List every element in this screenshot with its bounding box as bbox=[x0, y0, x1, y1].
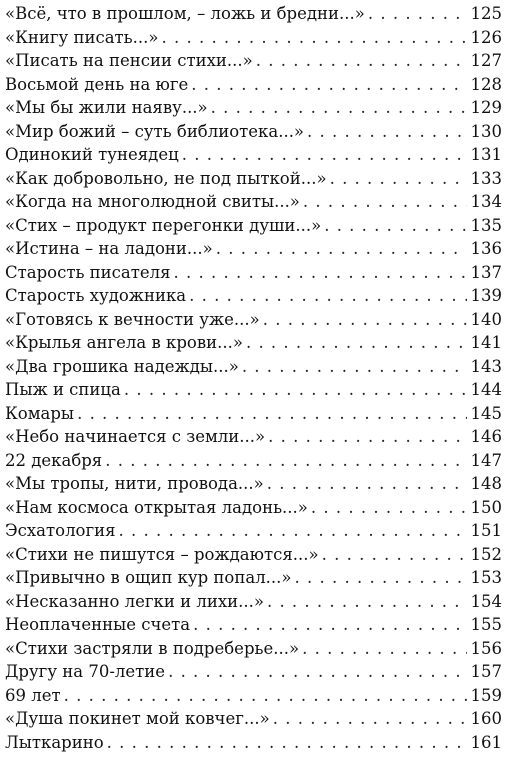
toc-entry-page-number: 125 bbox=[470, 4, 502, 23]
dot-leader bbox=[273, 707, 467, 731]
toc-entry-title: «Книгу писать...» bbox=[5, 27, 159, 47]
toc-entry-title: «Мы бы жили наяву...» bbox=[5, 98, 208, 117]
toc-entry-title: Лыткарино bbox=[5, 732, 104, 752]
dot-leader bbox=[267, 590, 467, 614]
dot-leader bbox=[182, 143, 467, 167]
dot-leader bbox=[324, 214, 466, 238]
toc-entry-title: «Мы тропы, нити, провода...» bbox=[5, 474, 264, 493]
toc-entry bbox=[5, 519, 502, 543]
dot-leader bbox=[216, 237, 467, 261]
toc-entry-title: Восьмой день на юге bbox=[5, 74, 189, 94]
dot-leader bbox=[107, 731, 467, 755]
toc-entry bbox=[5, 143, 502, 167]
table-of-contents bbox=[5, 2, 502, 754]
toc-entry-page-number: 141 bbox=[470, 333, 502, 352]
toc-entry-title: 22 декабря bbox=[5, 450, 103, 470]
dot-leader bbox=[211, 96, 467, 120]
toc-entry bbox=[5, 425, 502, 449]
toc-entry-page-number: 126 bbox=[470, 27, 502, 47]
toc-entry-page-number: 128 bbox=[470, 74, 502, 94]
toc-entry bbox=[5, 167, 502, 191]
toc-entry bbox=[5, 49, 502, 73]
dot-leader bbox=[77, 402, 466, 426]
toc-entry-page-number: 140 bbox=[470, 309, 502, 329]
toc-entry-page-number: 155 bbox=[470, 615, 502, 634]
toc-entry-title: «Стихи застряли в подреберье...» bbox=[5, 638, 300, 658]
toc-entry bbox=[5, 331, 502, 355]
toc-entry bbox=[5, 590, 502, 614]
dot-leader bbox=[64, 684, 467, 708]
toc-entry-title: Эсхатология bbox=[5, 521, 116, 540]
toc-entry bbox=[5, 496, 502, 520]
toc-entry-page-number: 127 bbox=[470, 51, 502, 70]
dot-leader bbox=[246, 331, 467, 355]
toc-entry-title: Пыж и спица bbox=[5, 380, 121, 399]
toc-entry-title: Одинокий тунеядец bbox=[5, 145, 179, 164]
dot-leader bbox=[322, 543, 467, 567]
toc-entry-page-number: 139 bbox=[470, 286, 502, 305]
toc-entry bbox=[5, 660, 502, 684]
toc-entry-page-number: 156 bbox=[470, 638, 502, 658]
toc-entry-page-number: 144 bbox=[470, 380, 502, 399]
toc-entry-title: «Привычно в ощип кур попал...» bbox=[5, 568, 292, 587]
toc-entry bbox=[5, 378, 502, 402]
toc-entry-title: Другу на 70-летие bbox=[5, 662, 166, 681]
toc-entry bbox=[5, 2, 502, 26]
toc-entry bbox=[5, 613, 502, 637]
dot-leader bbox=[303, 190, 467, 214]
toc-entry bbox=[5, 308, 502, 332]
toc-entry-page-number: 154 bbox=[470, 591, 502, 611]
dot-leader bbox=[268, 425, 466, 449]
toc-entry-title: «Душа покинет мой ковчег...» bbox=[5, 709, 270, 728]
toc-entry-title: «Крылья ангела в крови...» bbox=[5, 333, 243, 352]
toc-entry-title: Старость писателя bbox=[5, 262, 171, 282]
toc-entry-page-number: 134 bbox=[470, 192, 502, 211]
toc-entry-title: Комары bbox=[5, 403, 75, 423]
toc-entry-title: «Два грошика надежды...» bbox=[5, 356, 239, 376]
dot-leader bbox=[242, 355, 467, 379]
toc-entry bbox=[5, 731, 502, 755]
toc-entry-title: «Нам космоса открытая ладонь...» bbox=[5, 497, 308, 517]
toc-entry bbox=[5, 637, 502, 661]
toc-entry-page-number: 151 bbox=[470, 521, 502, 540]
dot-leader bbox=[295, 566, 467, 590]
dot-leader bbox=[189, 284, 466, 308]
toc-entry-page-number: 148 bbox=[470, 474, 502, 493]
dot-leader bbox=[174, 261, 467, 285]
dot-leader bbox=[193, 613, 466, 637]
toc-entry-page-number: 157 bbox=[470, 662, 502, 681]
toc-entry-title: 69 лет bbox=[5, 685, 61, 705]
dot-leader bbox=[330, 167, 467, 191]
toc-entry bbox=[5, 707, 502, 731]
dot-leader bbox=[256, 49, 467, 73]
toc-entry-title: «Всё, что в прошлом, – ложь и бредни...» bbox=[5, 4, 365, 23]
toc-entry-page-number: 137 bbox=[470, 262, 502, 282]
toc-entry-page-number: 150 bbox=[470, 497, 502, 517]
dot-leader bbox=[368, 2, 467, 26]
toc-entry-title: «Стихи не пишутся – рождаются...» bbox=[5, 544, 319, 564]
dot-leader bbox=[105, 449, 466, 473]
toc-entry-page-number: 153 bbox=[470, 568, 502, 587]
toc-entry-page-number: 135 bbox=[470, 215, 502, 235]
toc-entry-page-number: 129 bbox=[470, 98, 502, 117]
dot-leader bbox=[267, 472, 467, 496]
toc-entry-title: «Когда на многолюдной свиты...» bbox=[5, 192, 300, 211]
toc-entry bbox=[5, 566, 502, 590]
dot-leader bbox=[161, 26, 466, 50]
toc-entry-title: Неоплаченные счета bbox=[5, 615, 191, 634]
dot-leader bbox=[124, 378, 467, 402]
toc-entry-title: «Истина – на ладони...» bbox=[5, 239, 213, 258]
dot-leader bbox=[311, 496, 467, 520]
toc-entry-title: «Писать на пенсии стихи...» bbox=[5, 51, 253, 70]
toc-entry-page-number: 161 bbox=[470, 732, 502, 752]
toc-entry bbox=[5, 26, 502, 50]
toc-entry bbox=[5, 284, 502, 308]
dot-leader bbox=[191, 73, 466, 97]
toc-entry-page-number: 152 bbox=[470, 544, 502, 564]
toc-entry bbox=[5, 120, 502, 144]
toc-entry-title: «Мир божий – суть библиотека...» bbox=[5, 121, 305, 141]
toc-entry-title: «Стих – продукт перегонки души...» bbox=[5, 215, 322, 235]
dot-leader bbox=[119, 519, 467, 543]
toc-entry-title: «Несказанно легки и лихи...» bbox=[5, 591, 264, 611]
dot-leader bbox=[307, 120, 466, 144]
toc-entry-page-number: 160 bbox=[470, 709, 502, 728]
toc-entry bbox=[5, 684, 502, 708]
toc-entry bbox=[5, 543, 502, 567]
dot-leader bbox=[168, 660, 466, 684]
dot-leader bbox=[302, 637, 466, 661]
toc-entry-page-number: 133 bbox=[470, 168, 502, 188]
toc-entry-title: «Готовясь к вечности уже...» bbox=[5, 309, 260, 329]
toc-entry bbox=[5, 355, 502, 379]
toc-entry-title: Старость художника bbox=[5, 286, 187, 305]
toc-entry-title: «Небо начинается с земли...» bbox=[5, 427, 266, 446]
toc-entry bbox=[5, 402, 502, 426]
toc-entry-title: «Как добровольно, не под пыткой...» bbox=[5, 168, 327, 188]
toc-entry bbox=[5, 73, 502, 97]
toc-entry-page-number: 147 bbox=[470, 450, 502, 470]
toc-entry bbox=[5, 449, 502, 473]
toc-entry-page-number: 130 bbox=[470, 121, 502, 141]
toc-entry bbox=[5, 261, 502, 285]
toc-entry-page-number: 143 bbox=[470, 356, 502, 376]
dot-leader bbox=[263, 308, 467, 332]
toc-entry bbox=[5, 96, 502, 120]
toc-entry-page-number: 159 bbox=[470, 685, 502, 705]
toc-entry bbox=[5, 237, 502, 261]
toc-entry-page-number: 145 bbox=[470, 403, 502, 423]
toc-entry bbox=[5, 214, 502, 238]
toc-entry bbox=[5, 472, 502, 496]
toc-entry-page-number: 131 bbox=[470, 145, 502, 164]
toc-entry-page-number: 136 bbox=[470, 239, 502, 258]
toc-entry-page-number: 146 bbox=[470, 427, 502, 446]
toc-entry bbox=[5, 190, 502, 214]
